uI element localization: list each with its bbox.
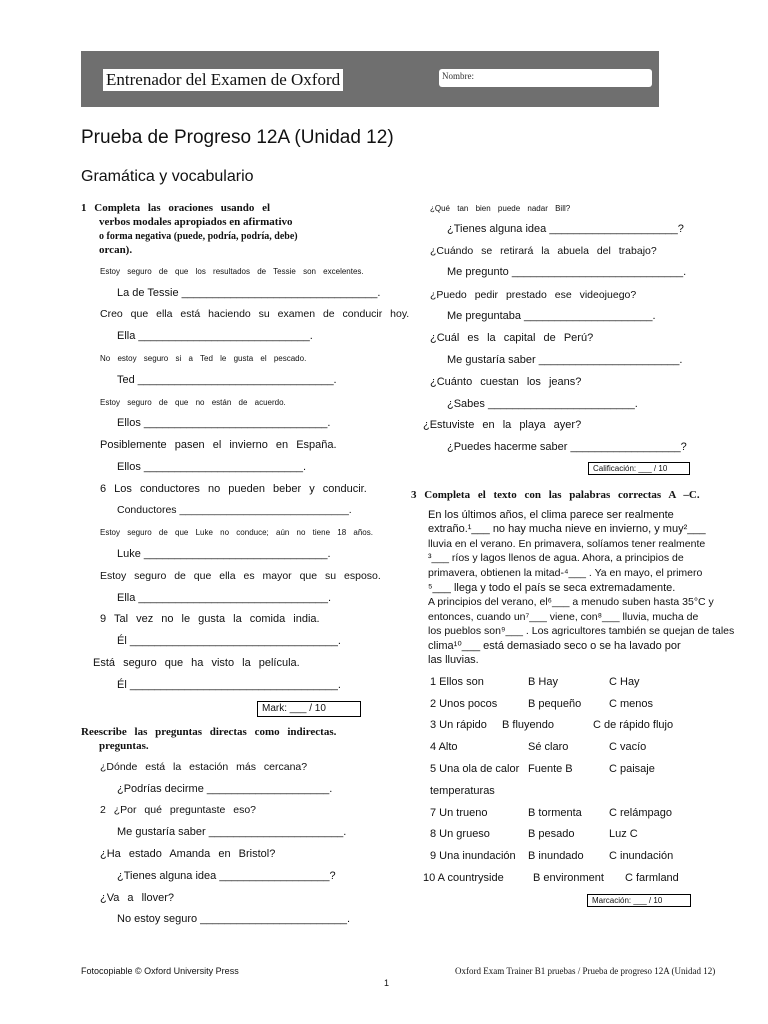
ex3-mark-box[interactable]: Marcación: ___ / 10 <box>587 894 691 907</box>
page-title: Prueba de Progreso 12A (Unidad 12) <box>81 127 394 148</box>
ex2-item-1-prompt: ¿Dónde está la estación más cercana? <box>100 761 308 773</box>
ex1-item-1-prompt: Estoy seguro de que los resultados de Tessie son excelentes. <box>100 267 364 276</box>
ex2-item-2-prompt: 2 ¿Por qué preguntaste eso? <box>100 804 257 816</box>
ex3-text-line-8: entonces, cuando un⁷___ viene, con⁸___ lluvia, mucha de <box>428 611 699 623</box>
ex1-item-1-answer[interactable]: La de Tessie ________________________________. <box>117 287 381 299</box>
ex1-item-8-prompt: Estoy seguro de que ella es mayor que su esposo. <box>100 570 381 582</box>
ex2-mark-box[interactable]: Calificación: ___ / 10 <box>588 462 690 475</box>
ex1-item-3-prompt: No estoy seguro si a Ted le gusta el pescado. <box>100 354 307 363</box>
ex3-text-line-9: los pueblos son⁹___ . Los agricultores también se quejan de tales <box>428 625 735 637</box>
ex2-heading-line-1: Reescribe las preguntas directas como indirectas. <box>81 726 337 738</box>
ex3-option-2-c[interactable]: C menos <box>609 698 654 710</box>
ex3-option-10-a[interactable]: 10 A countryside <box>423 872 504 884</box>
ex2-item-5-prompt: ¿Qué tan bien puede nadar Bill? <box>430 204 571 213</box>
ex3-option-4-a[interactable]: 4 Alto <box>430 741 458 753</box>
ex1-item-5-answer[interactable]: Ellos __________________________. <box>117 461 307 473</box>
ex3-option-6-a[interactable]: temperaturas <box>430 785 495 797</box>
ex1-mark-box[interactable]: Mark: ___ / 10 <box>257 701 361 717</box>
ex3-option-3-b[interactable]: B fluyendo <box>502 719 554 731</box>
ex1-item-3-answer[interactable]: Ted ________________________________. <box>117 374 337 386</box>
ex1-heading-line-1: 1 Completa las oraciones usando el <box>81 202 271 214</box>
ex3-text-line-3: lluvia en el verano. En primavera, solíamos tener realmente <box>428 538 706 550</box>
ex1-heading-line-2: verbos modales apropiados en afirmativo <box>99 216 293 228</box>
header-title: Entrenador del Examen de Oxford <box>106 70 341 89</box>
ex3-option-5-b[interactable]: Fuente B <box>528 763 573 775</box>
ex3-option-10-c[interactable]: C farmland <box>625 872 679 884</box>
footer-copyright: Fotocopiable © Oxford University Press <box>81 966 239 976</box>
header-title-box <box>103 69 343 91</box>
ex1-item-6-answer[interactable]: Conductores _____________________________. <box>117 504 352 516</box>
ex1-item-9-answer[interactable]: Él __________________________________. <box>117 635 341 647</box>
ex3-text-line-4: ³___ ríos y lagos llenos de agua. Ahora, a principios de <box>428 552 684 564</box>
ex3-text-line-7: A principios del verano, el⁶___ a menudo suben hasta 35°C y <box>428 596 714 608</box>
ex2-item-10-prompt: ¿Estuviste en la playa ayer? <box>423 419 582 431</box>
ex3-option-2-b[interactable]: B pequeño <box>528 698 582 710</box>
ex1-item-9-prompt: 9 Tal vez no le gusta la comida india. <box>100 613 320 625</box>
ex3-option-3-c[interactable]: C de rápido flujo <box>593 719 674 731</box>
name-field[interactable] <box>439 69 652 87</box>
ex1-heading-line-4: orcan). <box>99 244 133 256</box>
ex2-item-7-prompt: ¿Puedo pedir prestado ese videojuego? <box>430 289 637 301</box>
ex1-item-7-prompt: Estoy seguro de que Luke no conduce; aún no tiene 18 años. <box>100 528 373 537</box>
ex3-option-5-a[interactable]: 5 Una ola de calor <box>430 763 520 775</box>
ex3-option-7-b[interactable]: B tormenta <box>528 807 582 819</box>
ex2-item-9-prompt: ¿Cuánto cuestan los jeans? <box>430 376 582 388</box>
ex3-option-10-b[interactable]: B environment <box>533 872 604 884</box>
page-number: 1 <box>384 978 390 988</box>
ex1-item-6-prompt: 6 Los conductores no pueden beber y conducir. <box>100 483 367 495</box>
ex3-text-line-11: las lluvias. <box>428 654 479 666</box>
ex2-item-3-answer[interactable]: ¿Tienes alguna idea __________________? <box>117 870 336 882</box>
section-title: Gramática y vocabulario <box>81 168 254 185</box>
ex3-option-1-a[interactable]: 1 Ellos son <box>430 676 484 688</box>
ex1-item-2-answer[interactable]: Ella ____________________________. <box>117 330 313 342</box>
ex3-text-line-6: ⁵___ llega y todo el país se seca extremadamente. <box>428 582 676 594</box>
ex1-item-7-answer[interactable]: Luke ______________________________. <box>117 548 331 560</box>
ex2-item-7-answer[interactable]: Me preguntaba _____________________. <box>447 310 656 322</box>
ex3-option-2-a[interactable]: 2 Unos pocos <box>430 698 498 710</box>
ex3-option-9-c[interactable]: C inundación <box>609 850 674 862</box>
header-banner <box>81 51 659 107</box>
ex1-item-10-answer[interactable]: Él __________________________________. <box>117 679 341 691</box>
ex3-option-4-c[interactable]: C vacío <box>609 741 647 753</box>
ex1-item-4-answer[interactable]: Ellos ______________________________. <box>117 417 331 429</box>
ex3-text-line-10: clima¹⁰___ está demasiado seco o se ha lavado por <box>428 640 681 652</box>
ex1-item-4-prompt: Estoy seguro de que no están de acuerdo. <box>100 398 286 407</box>
ex3-text-line-2: extraño.¹___ no hay mucha nieve en invierno, y muy²___ <box>428 523 706 535</box>
ex1-item-2-prompt: Creo que ella está haciendo su examen de conducir hoy. <box>100 308 410 320</box>
ex3-heading: 3 Completa el texto con las palabras correctas A –C. <box>411 489 700 501</box>
ex3-text-line-5: primavera, obtienen la mitad-⁴___ . Ya en mayo, el primero <box>428 567 703 579</box>
ex2-item-10-answer[interactable]: ¿Puedes hacerme saber __________________? <box>447 441 687 453</box>
ex1-item-8-answer[interactable]: Ella _______________________________. <box>117 592 332 604</box>
ex3-option-4-b[interactable]: Sé claro <box>528 741 569 753</box>
ex3-option-8-c[interactable]: Luz C <box>609 828 638 840</box>
name-label: Nombre: <box>442 71 474 81</box>
ex3-option-7-c[interactable]: C relámpago <box>609 807 672 819</box>
ex2-item-4-answer[interactable]: No estoy seguro ________________________. <box>117 913 351 925</box>
ex3-option-9-a[interactable]: 9 Una inundación <box>430 850 516 862</box>
ex3-option-5-c[interactable]: C paisaje <box>609 763 655 775</box>
ex2-item-2-answer[interactable]: Me gustaría saber ______________________. <box>117 826 347 838</box>
ex1-item-10-prompt: Está seguro que ha visto la película. <box>93 657 300 669</box>
ex2-item-3-prompt: ¿Ha estado Amanda en Bristol? <box>100 848 276 860</box>
ex3-option-1-c[interactable]: C Hay <box>609 676 640 688</box>
ex2-item-8-prompt: ¿Cuál es la capital de Perú? <box>430 332 594 344</box>
ex2-item-4-prompt: ¿Va a llover? <box>100 892 174 904</box>
ex3-text-line-1: En los últimos años, el clima parece ser realmente <box>428 509 674 521</box>
ex2-item-6-answer[interactable]: Me pregunto ____________________________. <box>447 266 687 278</box>
ex3-option-9-b[interactable]: B inundado <box>528 850 584 862</box>
ex1-heading-line-3: o forma negativa (puede, podría, podría, debe) <box>99 231 298 242</box>
ex3-option-8-b[interactable]: B pesado <box>528 828 575 840</box>
ex2-item-6-prompt: ¿Cuándo se retirará la abuela del trabajo? <box>430 245 657 257</box>
ex2-item-9-answer[interactable]: ¿Sabes ________________________. <box>447 398 638 410</box>
footer-reference: Oxford Exam Trainer B1 pruebas / Prueba de progreso 12A (Unidad 12) <box>455 966 716 976</box>
ex3-option-1-b[interactable]: B Hay <box>528 676 558 688</box>
ex3-option-3-a[interactable]: 3 Un rápido <box>430 719 487 731</box>
ex3-option-7-a[interactable]: 7 Un trueno <box>430 807 488 819</box>
ex2-heading-line-2: preguntas. <box>99 740 149 752</box>
ex2-item-8-answer[interactable]: Me gustaría saber _______________________. <box>447 354 683 366</box>
ex1-item-5-prompt: Posiblemente pasen el invierno en España. <box>100 439 337 451</box>
ex2-item-1-answer[interactable]: ¿Podrías decirme ____________________. <box>117 783 333 795</box>
ex2-item-5-answer[interactable]: ¿Tienes alguna idea _____________________? <box>447 223 684 235</box>
ex3-option-8-a[interactable]: 8 Un grueso <box>430 828 490 840</box>
